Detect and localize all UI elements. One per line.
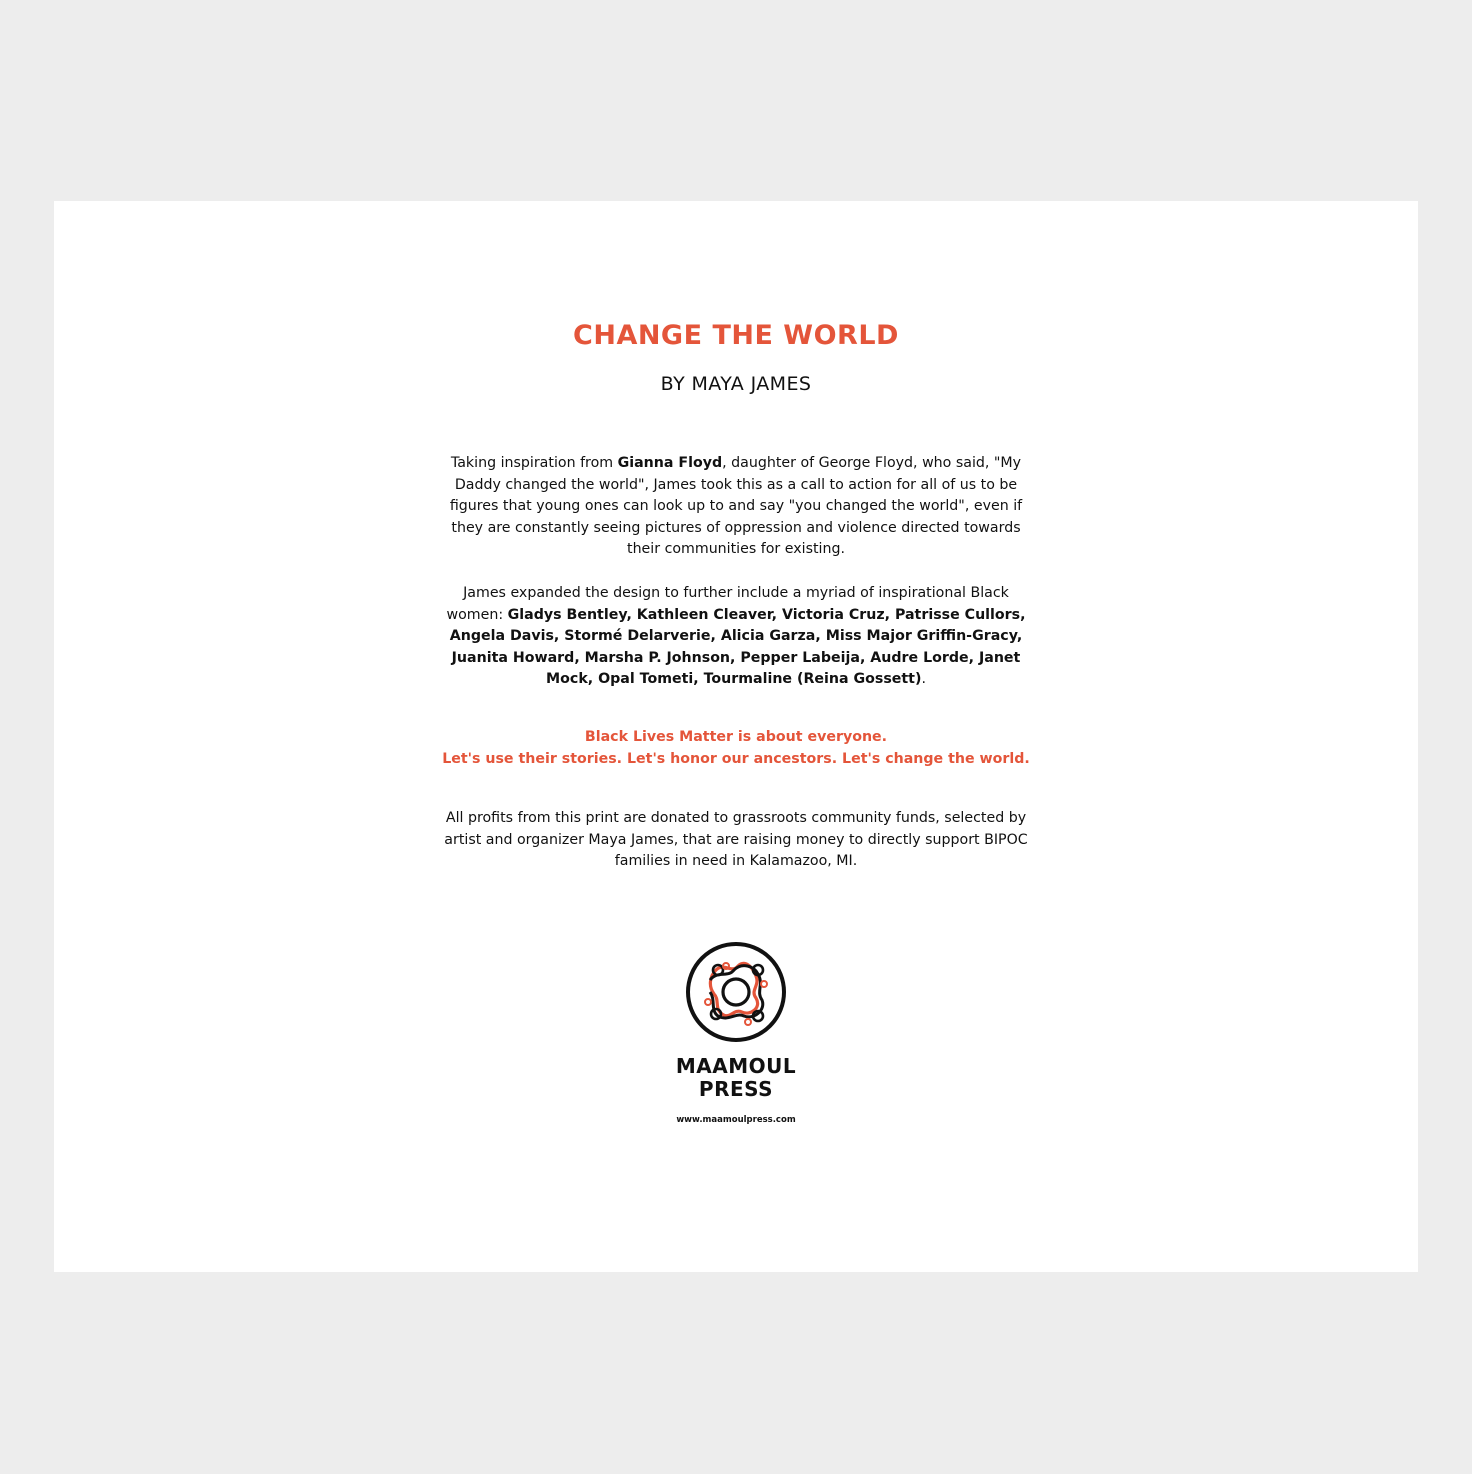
women-prefix: James expanded the design to further include a myriad of inspirational Black women: (446, 585, 1009, 623)
inspiration-paragraph (436, 453, 1036, 561)
highlight-paragraph (436, 727, 1036, 770)
website-url: www.maamoulpress.com (676, 1115, 796, 1125)
highlight-line-2: Let's use their stories. Let's honor our ancestors. Let's change the world. (442, 750, 1030, 767)
inspiration-rest: , daughter of George Floyd, who said, "My Daddy changed the world", James took this as a call to action for all of us to be figures that young ones can look up to and say "you changed the world", even if they are constantly seeing pictures of oppression and violence directed towards their communities for existing. (449, 455, 1023, 558)
brand-line-2: PRESS (698, 1077, 774, 1101)
profits-paragraph: All profits from this print are donated to grassroots community funds, selected by artist and organizer Maya James, that are raising money to directly support BIPOC families in need in Kalamazoo, MI. (444, 810, 1028, 870)
byline: BY MAYA JAMES (660, 373, 812, 395)
inspiration-name: Gianna Floyd (617, 455, 723, 471)
women-suffix: . (921, 671, 926, 688)
print-card (54, 201, 1418, 1272)
women-names: Gladys Bentley, Kathleen Cleaver, Victoria Cruz, Patrisse Cullors, Angela Davis, Stormé Delarverie, Alicia Garza, Miss Major Griffin-Gracy, Juanita Howard, Marsha P. Johnson, Pepper Labeija, Audre Lorde, Janet Mock, Opal Tometi, Tourmaline (Reina Gossett) (449, 606, 1026, 688)
highlight-line-1: Black Lives Matter is about everyone. (584, 729, 888, 745)
women-paragraph (436, 583, 1036, 691)
inspiration-prefix: Taking inspiration from (450, 455, 618, 471)
maamoul-logo-icon (684, 940, 788, 1044)
brand-line-1: MAAMOUL (675, 1054, 797, 1078)
brand-name (54, 1055, 1418, 1101)
page-title: CHANGE THE WORLD (573, 320, 899, 351)
